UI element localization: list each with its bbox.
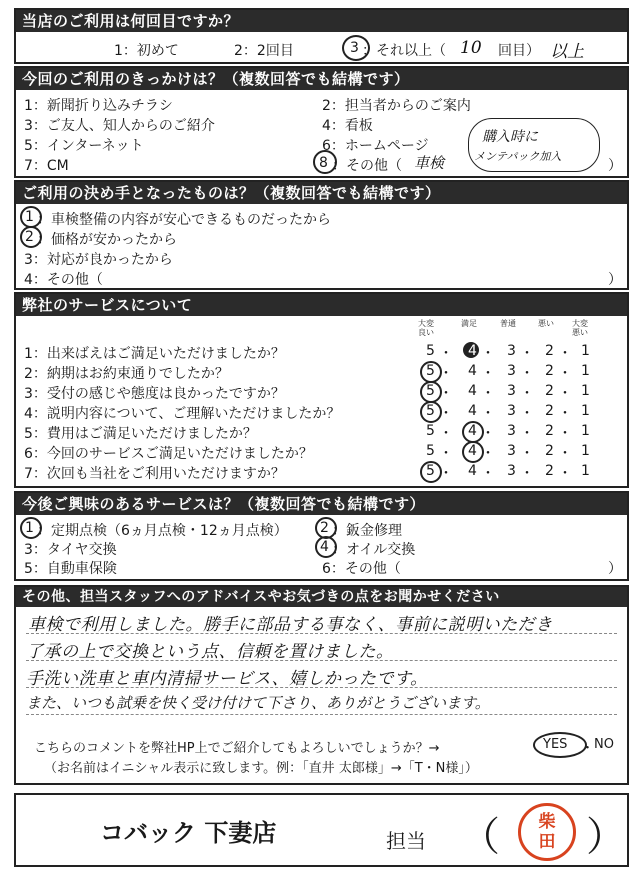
rating-option-2[interactable]: 2 (545, 463, 554, 479)
column-header-very-good: 大変良い (418, 319, 434, 337)
decision-item-4[interactable]: 4：その他（ (24, 272, 103, 288)
rating-dot-separator: ・ (520, 346, 534, 362)
rating-dot-separator: ・ (439, 406, 453, 422)
decision-item-3[interactable]: 3：対応が良かったから (24, 252, 173, 268)
interest-section (14, 491, 629, 581)
rating-question-3: 3：受付の感じや態度は良かったですか？ (24, 386, 285, 402)
rating-option-1[interactable]: 1 (581, 383, 590, 399)
trigger-item-6[interactable]: 6：ホームページ (322, 138, 429, 154)
visit-count-unit: 回目） (498, 43, 540, 59)
comment-line-1: 車検で利用しました。勝手に部品する事なく、事前に説明いただき (28, 615, 553, 635)
visit-option-3-label: ：それ以上（ (362, 43, 446, 59)
trigger-item-1[interactable]: 1：新聞折り込みチラシ (24, 98, 173, 114)
rating-dot-separator: ・ (481, 346, 495, 362)
rating-dot-separator: ・ (481, 446, 495, 462)
interest-item-4-number[interactable]: 4 (320, 539, 329, 555)
rating-option-5[interactable]: 5 (426, 363, 435, 379)
rating-dot-separator: ・ (558, 346, 572, 362)
column-header-satisfied: 満足 (461, 319, 477, 328)
rating-option-2[interactable]: 2 (545, 443, 554, 459)
comments-header: その他、担当スタッフへのアドバイスやお気づきの点をお聞かせください (16, 587, 627, 607)
consent-yes-option[interactable]: YES (543, 737, 568, 752)
interest-header: 今後ご興味のあるサービスは？（複数回答でも結構です） (16, 493, 627, 515)
service-rating-section (14, 292, 629, 488)
rating-option-3[interactable]: 3 (507, 423, 516, 439)
hp-consent-question: こちらのコメントを弊社HP上でご紹介してもよろしいでしょうか？→ (34, 741, 440, 756)
decision-header: ご利用の決め手となったものは？（複数回答でも結構です） (16, 182, 627, 204)
rating-option-4[interactable]: 4 (468, 443, 477, 459)
visit-option-1[interactable]: 1：初めて (114, 43, 179, 59)
rating-option-2[interactable]: 2 (545, 343, 554, 359)
rating-option-5[interactable]: 5 (426, 383, 435, 399)
trigger-item-7[interactable]: 7：CM (24, 158, 69, 174)
rating-dot-separator: ・ (558, 426, 572, 442)
column-header-very-bad: 大変悪い (572, 319, 588, 337)
interest-item-1-number[interactable]: 1 (25, 520, 34, 536)
rating-option-3[interactable]: 3 (507, 343, 516, 359)
rating-question-6: 6：今回のサービスご満足いただけましたか？ (24, 446, 313, 462)
trigger-item-8-label: ：その他（ (332, 158, 402, 174)
rating-dot-separator: ・ (439, 366, 453, 382)
rating-question-7: 7：次回も当社をご利用いただけますか？ (24, 466, 285, 482)
interest-item-4-label: ：オイル交換 (332, 542, 416, 558)
rating-option-4[interactable]: 4 (468, 363, 477, 379)
trigger-item-8-number[interactable]: 8 (319, 155, 328, 171)
rating-option-2[interactable]: 2 (545, 363, 554, 379)
rating-option-2[interactable]: 2 (545, 383, 554, 399)
consent-no-option[interactable]: NO (594, 737, 614, 752)
rating-option-3[interactable]: 3 (507, 363, 516, 379)
decision-other-close: ） (608, 272, 622, 288)
rating-dot-separator: ・ (481, 386, 495, 402)
store-name: コバック 下妻店 (100, 819, 277, 847)
service-rating-header: 弊社のサービスについて (16, 294, 627, 316)
rating-option-2[interactable]: 2 (545, 403, 554, 419)
rating-option-3[interactable]: 3 (507, 443, 516, 459)
rating-dot-separator: ・ (439, 386, 453, 402)
interest-item-1-label: ：定期点検（6ヵ月点検・12ヵ月点検） (37, 523, 288, 539)
rating-option-1[interactable]: 1 (581, 343, 590, 359)
decision-section (14, 180, 629, 290)
visit-option-2[interactable]: 2：2回目 (234, 43, 294, 59)
rating-option-5[interactable]: 5 (426, 463, 435, 479)
trigger-other-note-line2: メンテパック加入 (474, 150, 562, 163)
rating-question-1: 1：出来ばえはご満足いただけましたか？ (24, 346, 285, 362)
interest-other-close: ） (608, 561, 622, 577)
rating-dot-separator: ・ (439, 446, 453, 462)
rating-option-1[interactable]: 1 (581, 443, 590, 459)
rating-question-2: 2：納期はお約束通りでしたか？ (24, 366, 229, 382)
rating-dot-separator: ・ (439, 346, 453, 362)
decision-item-1-label: ：車検整備の内容が安心できるものだったから (37, 212, 331, 228)
comment-line-4: また、いつも試乗を快く受け付けて下さり、ありがとうございます。 (26, 694, 490, 712)
store-footer (14, 793, 629, 867)
interest-item-2-label: ：鈑金修理 (332, 523, 402, 539)
comment-line-3: 手洗い洗車と車内清掃サービス、嬉しかったです。 (26, 669, 428, 689)
trigger-item-3[interactable]: 3：ご友人、知人からのご紹介 (24, 118, 215, 134)
rating-dot-separator: ・ (481, 366, 495, 382)
rating-dot-separator: ・ (481, 406, 495, 422)
rating-option-3[interactable]: 3 (507, 403, 516, 419)
rating-dot-separator: ・ (439, 466, 453, 482)
rating-option-3[interactable]: 3 (507, 383, 516, 399)
rating-dot-separator: ・ (520, 366, 534, 382)
trigger-item-2[interactable]: 2：担当者からのご案内 (322, 98, 471, 114)
rating-dot-separator: ・ (520, 446, 534, 462)
rating-option-4[interactable]: 4 (468, 423, 477, 439)
rating-dot-separator: ・ (520, 426, 534, 442)
decision-item-2-number[interactable]: 2 (25, 229, 34, 245)
consent-separator: ・ (581, 741, 595, 756)
comments-section (14, 585, 629, 785)
trigger-section (14, 66, 629, 178)
rating-option-5[interactable]: 5 (426, 403, 435, 419)
rating-option-4[interactable]: 4 (468, 383, 477, 399)
rating-option-1[interactable]: 1 (581, 403, 590, 419)
rating-dot-separator: ・ (558, 386, 572, 402)
comment-rule-4 (26, 714, 617, 715)
rating-dot-separator: ・ (520, 386, 534, 402)
rating-option-5[interactable]: 5 (426, 343, 435, 359)
rating-dot-separator: ・ (481, 466, 495, 482)
column-header-bad: 悪い (538, 319, 554, 328)
rating-option-1[interactable]: 1 (581, 463, 590, 479)
decision-item-2-label: ：価格が安かったから (37, 232, 177, 248)
staff-paren-open: （ (460, 814, 500, 860)
visit-count-header: 当店のご利用は何回目ですか？ (16, 10, 627, 32)
initials-note: （お名前はイニシャル表示に致します。例：「直井 太郎様」→「T・N様」） (44, 761, 478, 776)
rating-option-3[interactable]: 3 (507, 463, 516, 479)
visit-count-suffix: 以上 (550, 42, 584, 62)
visit-option-3-number[interactable]: 3 (350, 40, 359, 56)
interest-item-3[interactable]: 3：タイヤ交換 (24, 542, 117, 558)
rating-dot-separator: ・ (558, 446, 572, 462)
rating-dot-separator: ・ (439, 426, 453, 442)
rating-option-1[interactable]: 1 (581, 423, 590, 439)
staff-label: 担当 (386, 829, 426, 853)
staff-seal-stamp (518, 803, 576, 861)
staff-seal-text: 柴田 (538, 812, 556, 852)
rating-dot-separator: ・ (558, 466, 572, 482)
trigger-other-close: ） (608, 158, 622, 174)
trigger-other-note-line1: 購入時に (482, 129, 538, 145)
interest-item-5[interactable]: 5：自動車保険 (24, 561, 117, 577)
trigger-other-handwritten: 車検 (414, 154, 445, 172)
rating-option-4[interactable]: 4 (468, 463, 477, 479)
column-header-average: 普通 (500, 319, 516, 328)
decision-item-1-number[interactable]: 1 (25, 209, 34, 225)
rating-dot-separator: ・ (558, 406, 572, 422)
rating-option-5[interactable]: 5 (426, 443, 435, 459)
interest-item-2-number[interactable]: 2 (320, 520, 329, 536)
rating-option-5[interactable]: 5 (426, 423, 435, 439)
trigger-item-4[interactable]: 4：看板 (322, 118, 373, 134)
trigger-item-5[interactable]: 5：インターネット (24, 138, 144, 154)
staff-paren-close: ） (586, 814, 626, 860)
comment-line-2: 了承の上で交換という点、信頼を置けました。 (26, 642, 394, 662)
visit-count-handwritten: 10 (460, 38, 482, 58)
rating-dot-separator: ・ (558, 366, 572, 382)
visit-count-section (14, 8, 629, 64)
rating-option-2[interactable]: 2 (545, 423, 554, 439)
rating-question-4: 4：説明内容について、ご理解いただけましたか？ (24, 406, 341, 422)
rating-dot-separator: ・ (481, 426, 495, 442)
rating-option-4[interactable]: 4 (468, 343, 477, 359)
rating-dot-separator: ・ (520, 466, 534, 482)
rating-question-5: 5：費用はご満足いただけましたか？ (24, 426, 257, 442)
rating-option-4[interactable]: 4 (468, 403, 477, 419)
rating-dot-separator: ・ (520, 406, 534, 422)
trigger-header: 今回のご利用のきっかけは？（複数回答でも結構です） (16, 68, 627, 90)
interest-item-6[interactable]: 6：その他（ (322, 561, 401, 577)
rating-option-1[interactable]: 1 (581, 363, 590, 379)
